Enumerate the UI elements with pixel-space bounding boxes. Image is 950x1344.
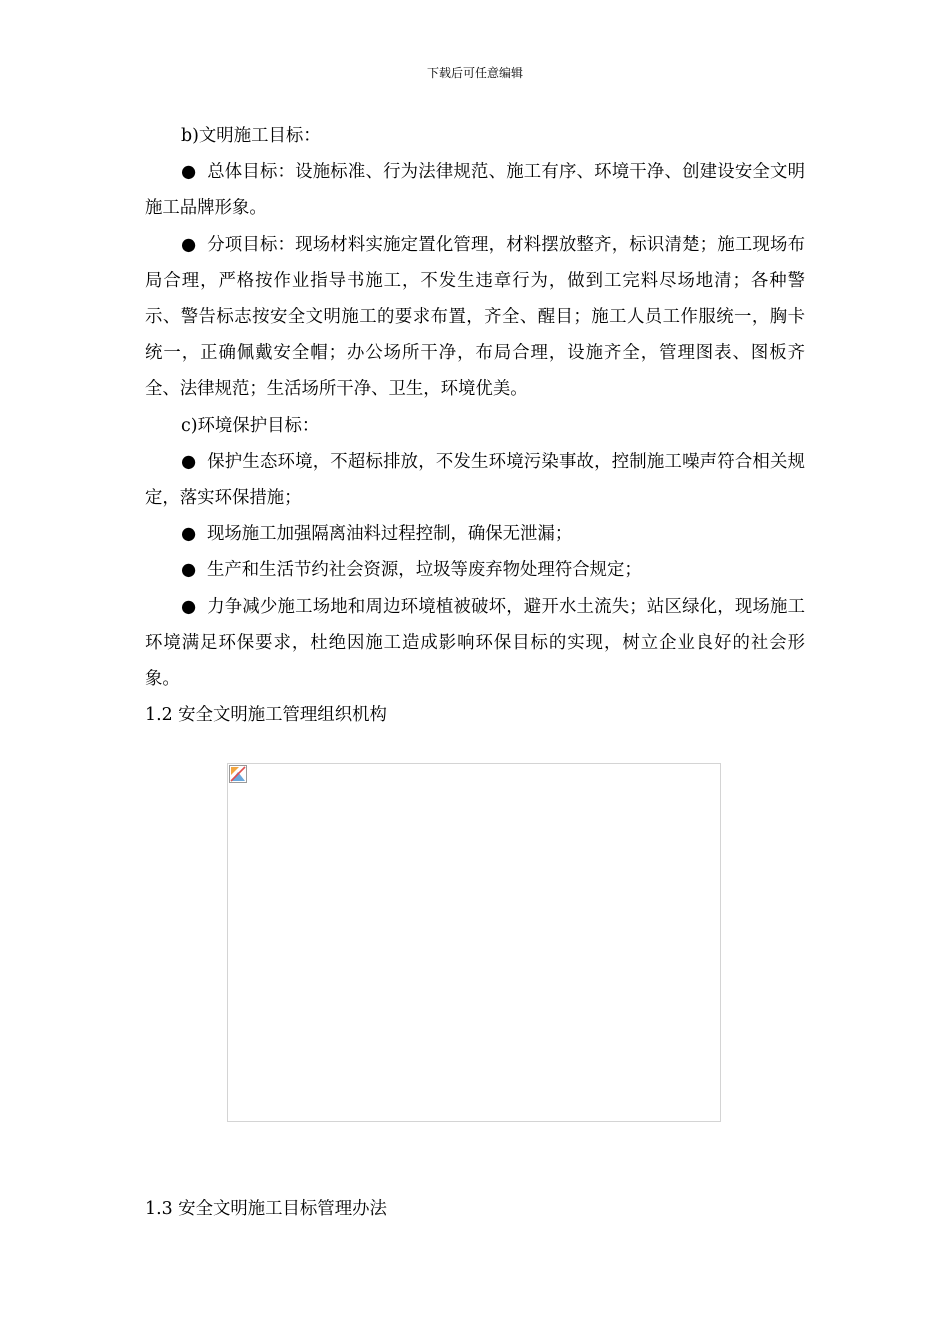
page-header: 下载后可任意编辑 [426, 66, 523, 80]
bullet-text: 现场施工加强隔离油料过程控制，确保无泄漏； [207, 524, 573, 545]
bullet-text: 保护生态环境，不超标排放，不发生环境污染事故，控制施工噪声符合相关规定，落实环保措施； [145, 451, 805, 509]
bullet-icon: ● [181, 560, 197, 581]
bullet-text: 力争减少施工场地和周边环境植被破坏，避开水土流失；站区绿化，现场施工环境满足环保要求，杜绝因施工造成影响环保目标的实现，树立企业良好的社会形象。 [145, 596, 805, 690]
bullet-text: 总体目标：设施标准、行为法律规范、施工有序、环境干净、创建设安全文明施工品牌形象。 [145, 162, 805, 219]
section-b-title: b)文明施工目标： [181, 126, 321, 146]
bullet-item-sub-goal [145, 227, 805, 408]
section-heading-1-3: 1.3 安全文明施工目标管理办法 [145, 1199, 387, 1220]
bullet-item-ecology [145, 444, 805, 516]
bullet-text: 生产和生活节约社会资源，垃圾等废弃物处理符合规定； [207, 560, 642, 581]
figure-area [145, 733, 805, 1191]
broken-image-icon [229, 765, 247, 783]
bullet-item-vegetation [145, 589, 805, 698]
bullet-text: 分项目标：现场材料实施定置化管理，材料摆放整齐，标识清楚；施工现场布局合理，严格按作业指导书施工，不发生违章行为，做到工完料尽场地清；各种警示、警告标志按安全文明施工的要求布置，齐全、醒目；施工人员工作服统一，胸卡统一，正确佩戴安全帽；办公场所干净，布局合理，设施齐全，管理图表、图板齐全、法律规范；生活场所干净、卫生，环境优美。 [145, 234, 805, 400]
section-heading-1-2: 1.2 安全文明施工管理组织机构 [145, 705, 387, 726]
bullet-item-overall-goal [145, 154, 805, 226]
org-chart-image-placeholder [227, 763, 721, 1122]
bullet-item-oil-control [145, 516, 805, 552]
document-body [145, 118, 805, 1228]
bullet-icon: ● [181, 524, 197, 545]
bullet-icon: ● [181, 596, 197, 617]
bullet-icon: ● [181, 234, 197, 255]
bullet-icon: ● [181, 451, 197, 472]
bullet-item-resources [145, 552, 805, 588]
section-c-title: c)环境保护目标： [181, 415, 320, 436]
bullet-icon: ● [181, 162, 197, 183]
